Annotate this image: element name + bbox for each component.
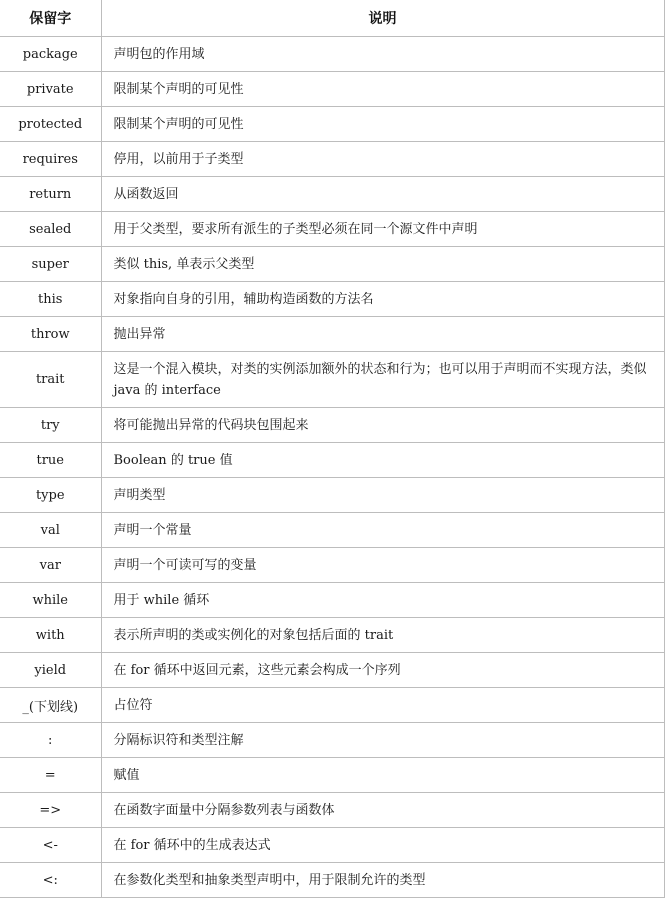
description-cell: 分隔标识符和类型注解: [101, 723, 664, 758]
keyword-cell: protected: [0, 107, 101, 142]
table-row: [0, 247, 664, 282]
table-row: [0, 863, 664, 898]
table-header-row: [0, 0, 664, 37]
table-row: [0, 723, 664, 758]
table-row: [0, 212, 664, 247]
table-row: [0, 177, 664, 212]
table-row: [0, 653, 664, 688]
keyword-cell: with: [0, 618, 101, 653]
table-row: [0, 72, 664, 107]
keyword-cell: _(下划线): [0, 688, 101, 723]
keyword-cell: sealed: [0, 212, 101, 247]
description-cell: 占位符: [101, 688, 664, 723]
keyword-cell: trait: [0, 352, 101, 408]
description-cell: 在 for 循环中的生成表达式: [101, 828, 664, 863]
keyword-cell: package: [0, 37, 101, 72]
table-row: [0, 793, 664, 828]
keyword-cell: throw: [0, 317, 101, 352]
keyword-cell: :: [0, 723, 101, 758]
keyword-cell: requires: [0, 142, 101, 177]
description-cell: 限制某个声明的可见性: [101, 72, 664, 107]
keyword-cell: this: [0, 282, 101, 317]
table-row: [0, 618, 664, 653]
table-row: [0, 142, 664, 177]
description-cell: 限制某个声明的可见性: [101, 107, 664, 142]
table-row: [0, 37, 664, 72]
description-cell: 用于父类型，要求所有派生的子类型必须在同一个源文件中声明: [101, 212, 664, 247]
keyword-cell: val: [0, 513, 101, 548]
description-cell: 在参数化类型和抽象类型声明中，用于限制允许的类型: [101, 863, 664, 898]
keyword-cell: yield: [0, 653, 101, 688]
table-row: [0, 513, 664, 548]
table-row: [0, 282, 664, 317]
table-row: [0, 828, 664, 863]
description-cell: 这是一个混入模块，对类的实例添加额外的状态和行为；也可以用于声明而不实现方法，类似 java 的 interface: [101, 352, 664, 408]
description-cell: 停用，以前用于子类型: [101, 142, 664, 177]
description-cell: 声明包的作用域: [101, 37, 664, 72]
table-row: [0, 548, 664, 583]
description-cell: 将可能抛出异常的代码块包围起来: [101, 408, 664, 443]
description-cell: 声明一个可读可写的变量: [101, 548, 664, 583]
table-row: [0, 317, 664, 352]
description-cell: 在 for 循环中返回元素，这些元素会构成一个序列: [101, 653, 664, 688]
table-row: [0, 758, 664, 793]
table-row: [0, 408, 664, 443]
keyword-cell: =>: [0, 793, 101, 828]
keyword-cell: return: [0, 177, 101, 212]
header-keyword: 保留字: [0, 0, 101, 37]
table-row: [0, 688, 664, 723]
table-row: [0, 352, 664, 408]
description-cell: 用于 while 循环: [101, 583, 664, 618]
description-cell: 在函数字面量中分隔参数列表与函数体: [101, 793, 664, 828]
keyword-cell: while: [0, 583, 101, 618]
description-cell: 声明一个常量: [101, 513, 664, 548]
keyword-cell: try: [0, 408, 101, 443]
description-cell: 表示所声明的类或实例化的对象包括后面的 trait: [101, 618, 664, 653]
keyword-cell: <:: [0, 863, 101, 898]
description-cell: 对象指向自身的引用，辅助构造函数的方法名: [101, 282, 664, 317]
description-cell: 从函数返回: [101, 177, 664, 212]
table-row: [0, 107, 664, 142]
header-description: 说明: [101, 0, 664, 37]
keyword-cell: type: [0, 478, 101, 513]
table-body: [0, 37, 664, 898]
description-cell: Boolean 的 true 值: [101, 443, 664, 478]
table-row: [0, 583, 664, 618]
keyword-cell: super: [0, 247, 101, 282]
description-cell: 抛出异常: [101, 317, 664, 352]
description-cell: 声明类型: [101, 478, 664, 513]
keyword-cell: var: [0, 548, 101, 583]
keyword-cell: private: [0, 72, 101, 107]
table-row: [0, 478, 664, 513]
description-cell: 类似 this, 单表示父类型: [101, 247, 664, 282]
keyword-cell: =: [0, 758, 101, 793]
table-row: [0, 443, 664, 478]
keyword-cell: true: [0, 443, 101, 478]
keyword-cell: <-: [0, 828, 101, 863]
description-cell: 赋值: [101, 758, 664, 793]
